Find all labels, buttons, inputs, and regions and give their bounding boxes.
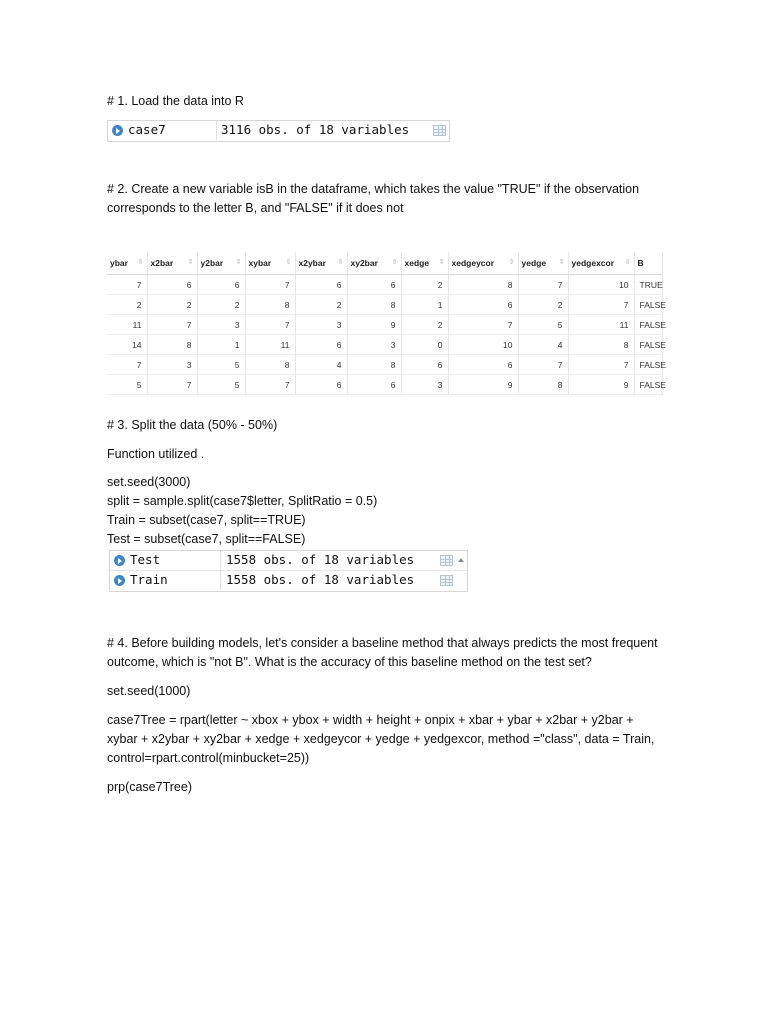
table-cell: 6 bbox=[448, 355, 518, 375]
environment-panel-split bbox=[109, 550, 468, 592]
table-cell: 8 bbox=[347, 355, 401, 375]
sort-arrows-icon[interactable]: ⇕ bbox=[558, 259, 565, 266]
code-line: Train = subset(case7, split==TRUE) bbox=[107, 513, 306, 527]
function-line: Function utilized . bbox=[107, 447, 205, 461]
column-header[interactable]: xedge ⇕ bbox=[401, 252, 448, 275]
table-cell: 9 bbox=[347, 315, 401, 335]
table-cell: 14 bbox=[107, 335, 147, 355]
tree-code: case7Tree = rpart(letter ~ xbox + ybox + width + height + onpix + xbar + ybar + x2bar + y2bar + xybar + x2ybar + xy2bar + xedge + xedgeycor + yedge + yedgexcor, method ="class", data = Train, control=rpart.control(minbucket=25)) bbox=[107, 713, 655, 765]
table-cell: 11 bbox=[568, 315, 634, 335]
table-cell: 7 bbox=[518, 275, 568, 295]
table-cell: 2 bbox=[295, 295, 347, 315]
table-cell: TRUE bbox=[634, 275, 662, 295]
table-cell: 1 bbox=[197, 335, 245, 355]
table-cell: 8 bbox=[245, 355, 295, 375]
table-cell: 3 bbox=[295, 315, 347, 335]
table-cell: 6 bbox=[197, 275, 245, 295]
table-cell: 2 bbox=[107, 295, 147, 315]
sort-arrows-icon[interactable]: ⇕ bbox=[508, 259, 515, 266]
environment-panel-case7 bbox=[107, 120, 450, 142]
table-cell: 8 bbox=[448, 275, 518, 295]
table-cell: 6 bbox=[295, 375, 347, 395]
table-row bbox=[107, 375, 662, 395]
table-cell: 7 bbox=[568, 355, 634, 375]
table-cell: 3 bbox=[147, 355, 197, 375]
code-line: set.seed(3000) bbox=[107, 475, 191, 489]
table-cell: 6 bbox=[347, 375, 401, 395]
table-cell: 2 bbox=[401, 275, 448, 295]
table-cell: 3 bbox=[401, 375, 448, 395]
table-view-icon[interactable] bbox=[440, 555, 453, 566]
env-row-train[interactable] bbox=[110, 571, 467, 590]
table-cell: 5 bbox=[197, 355, 245, 375]
column-divider bbox=[220, 571, 221, 590]
env-variable-name: Test bbox=[130, 552, 161, 567]
table-cell: 11 bbox=[107, 315, 147, 335]
table-cell: 6 bbox=[401, 355, 448, 375]
table-cell: 8 bbox=[147, 335, 197, 355]
table-cell: FALSE bbox=[634, 335, 662, 355]
data-table bbox=[107, 252, 666, 395]
table-cell: 8 bbox=[568, 335, 634, 355]
column-header[interactable]: xy2bar ⇕ bbox=[347, 252, 401, 275]
table-cell: 8 bbox=[347, 295, 401, 315]
table-cell: 6 bbox=[295, 335, 347, 355]
table-cell: 7 bbox=[245, 275, 295, 295]
sort-arrows-icon[interactable]: ⇕ bbox=[438, 259, 445, 266]
table-view-icon[interactable] bbox=[433, 125, 446, 136]
column-header[interactable]: yedgexcor ⇕ bbox=[568, 252, 634, 275]
table-cell: 4 bbox=[518, 335, 568, 355]
env-variable-value: 1558 obs. of 18 variables bbox=[226, 552, 415, 567]
step2-heading: # 2. Create a new variable isB in the dataframe, which takes the value "TRUE" if the observation corresponds to the letter B, and "FALSE" if it does not bbox=[107, 182, 640, 215]
table-cell: 11 bbox=[245, 335, 295, 355]
column-divider bbox=[216, 121, 217, 140]
table-row bbox=[107, 295, 662, 315]
column-header[interactable]: ybar ⇕ bbox=[107, 252, 147, 275]
column-header[interactable]: y2bar ⇕ bbox=[197, 252, 245, 275]
table-header-row bbox=[107, 252, 662, 275]
code-line: split = sample.split(case7$letter, SplitRatio = 0.5) bbox=[107, 494, 378, 508]
table-cell: 7 bbox=[568, 295, 634, 315]
table-view-icon[interactable] bbox=[440, 575, 453, 586]
table-cell: 2 bbox=[197, 295, 245, 315]
table-row bbox=[107, 315, 662, 335]
table-cell: FALSE bbox=[634, 375, 662, 395]
table-cell: 5 bbox=[197, 375, 245, 395]
env-variable-value: 1558 obs. of 18 variables bbox=[226, 572, 415, 587]
table-cell: 7 bbox=[107, 275, 147, 295]
table-cell: 8 bbox=[518, 375, 568, 395]
table-row bbox=[107, 355, 662, 375]
table-row bbox=[107, 335, 662, 355]
play-circle-icon[interactable] bbox=[114, 555, 125, 566]
column-header[interactable]: x2bar ⇕ bbox=[147, 252, 197, 275]
table-cell: 8 bbox=[245, 295, 295, 315]
table-cell: 6 bbox=[147, 275, 197, 295]
table-cell: 6 bbox=[448, 295, 518, 315]
env-row-case7[interactable] bbox=[108, 121, 449, 140]
table-cell: 7 bbox=[245, 375, 295, 395]
play-circle-icon[interactable] bbox=[112, 125, 123, 136]
table-cell: 7 bbox=[147, 375, 197, 395]
env-variable-name: Train bbox=[130, 572, 168, 587]
table-cell: 10 bbox=[448, 335, 518, 355]
table-cell: 9 bbox=[448, 375, 518, 395]
column-header[interactable]: xedgeycor ⇕ bbox=[448, 252, 518, 275]
data-table-view bbox=[107, 252, 666, 402]
sort-arrows-icon[interactable]: ⇕ bbox=[285, 259, 292, 266]
column-header[interactable]: xybar ⇕ bbox=[245, 252, 295, 275]
table-cell: FALSE bbox=[634, 295, 662, 315]
table-cell: 5 bbox=[107, 375, 147, 395]
column-header[interactable]: B bbox=[634, 252, 662, 275]
sort-arrows-icon[interactable]: ⇕ bbox=[337, 259, 344, 266]
table-cell: 5 bbox=[518, 315, 568, 335]
seed-line: set.seed(1000) bbox=[107, 684, 191, 698]
column-header[interactable]: yedge ⇕ bbox=[518, 252, 568, 275]
table-cell: 6 bbox=[347, 275, 401, 295]
table-cell: 7 bbox=[448, 315, 518, 335]
env-row-test[interactable] bbox=[110, 551, 467, 571]
table-cell: 9 bbox=[568, 375, 634, 395]
table-cell: 7 bbox=[147, 315, 197, 335]
env-variable-value: 3116 obs. of 18 variables bbox=[221, 122, 410, 137]
table-cell: 4 bbox=[295, 355, 347, 375]
sort-arrows-icon[interactable]: ⇕ bbox=[187, 259, 194, 266]
sort-arrows-icon[interactable]: ⇕ bbox=[624, 259, 631, 266]
sort-arrows-icon[interactable]: ⇕ bbox=[391, 259, 398, 266]
table-cell: 1 bbox=[401, 295, 448, 315]
table-cell: 3 bbox=[347, 335, 401, 355]
column-divider bbox=[220, 551, 221, 570]
env-variable-name: case7 bbox=[128, 122, 166, 137]
table-cell: 6 bbox=[295, 275, 347, 295]
sort-arrows-icon[interactable]: ⇕ bbox=[235, 259, 242, 266]
table-cell: FALSE bbox=[634, 355, 662, 375]
table-cell: 3 bbox=[197, 315, 245, 335]
sort-arrows-icon[interactable]: ⇕ bbox=[137, 259, 144, 266]
table-cell: 7 bbox=[245, 315, 295, 335]
step3-heading: # 3. Split the data (50% - 50%) bbox=[107, 418, 278, 432]
column-header[interactable]: x2ybar ⇕ bbox=[295, 252, 347, 275]
table-cell: 7 bbox=[107, 355, 147, 375]
prp-line: prp(case7Tree) bbox=[107, 780, 192, 794]
table-cell: 10 bbox=[568, 275, 634, 295]
table-cell: 2 bbox=[518, 295, 568, 315]
play-circle-icon[interactable] bbox=[114, 575, 125, 586]
table-cell: 0 bbox=[401, 335, 448, 355]
scroll-up-icon[interactable] bbox=[458, 558, 464, 562]
code-line: Test = subset(case7, split==FALSE) bbox=[107, 532, 306, 546]
table-cell: FALSE bbox=[634, 315, 662, 335]
table-cell: 2 bbox=[147, 295, 197, 315]
step4-heading: # 4. Before building models, let's consider a baseline method that always predicts the most frequent outcome, which is "not B". What is the accuracy of this baseline method on the test set? bbox=[107, 636, 658, 669]
table-row bbox=[107, 275, 662, 295]
table-cell: 7 bbox=[518, 355, 568, 375]
table-cell: 2 bbox=[401, 315, 448, 335]
step1-heading: # 1. Load the data into R bbox=[107, 94, 244, 108]
